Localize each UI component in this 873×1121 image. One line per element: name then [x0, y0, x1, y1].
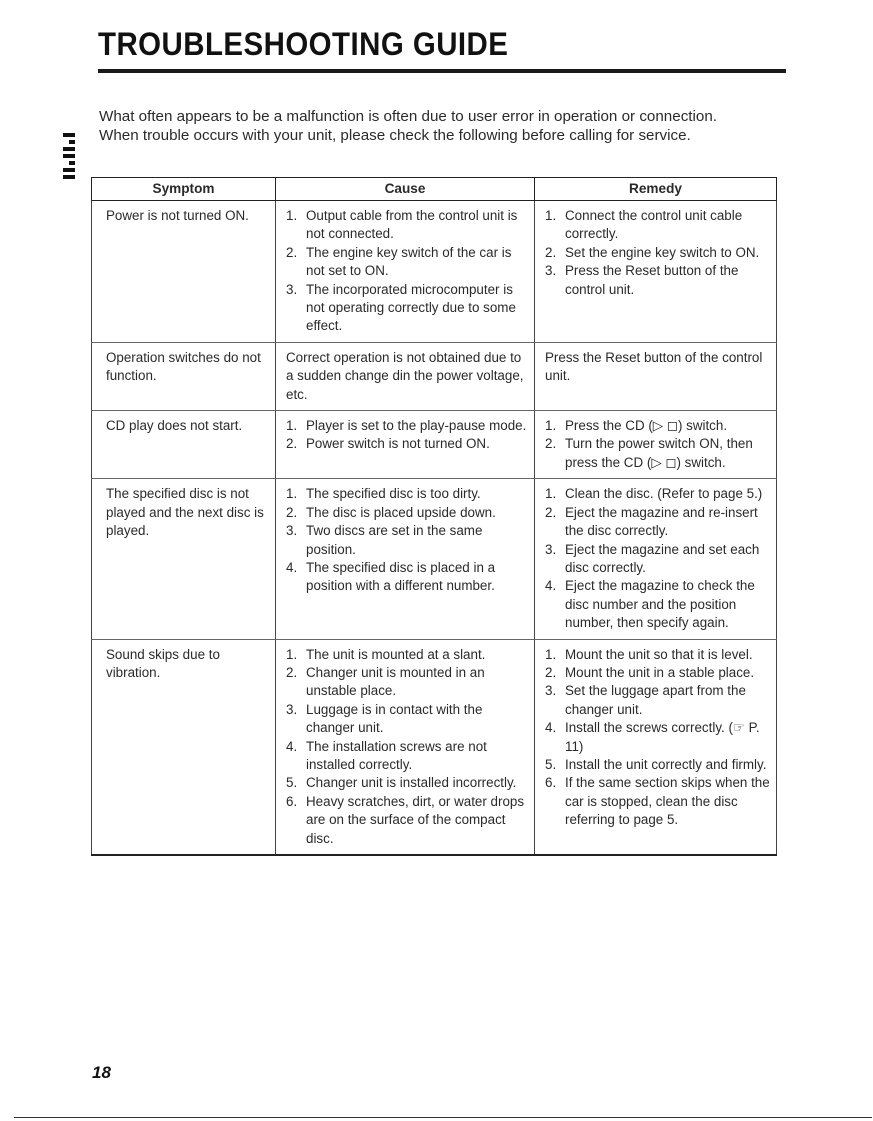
- item-text: Mount the unit in a stable place.: [565, 664, 755, 680]
- remedy-list: [545, 207, 770, 299]
- item-number: 5.: [286, 775, 298, 791]
- item-text: Mount the unit so that it is level.: [565, 646, 753, 662]
- cause-cell: [276, 411, 535, 479]
- list-item: [545, 756, 770, 774]
- list-item: [545, 504, 770, 541]
- header-symptom: Symptom: [92, 178, 276, 201]
- item-number: 3.: [286, 701, 298, 717]
- table-header-row: [92, 178, 777, 201]
- item-text: Correct operation is not obtained due to a sudden change din the power voltage, etc.: [286, 349, 524, 402]
- cause-cell: [276, 639, 535, 855]
- list-item: [545, 349, 770, 386]
- item-text: Eject the magazine to check the disc number and the position number, then specify again.: [565, 578, 755, 631]
- cause-list: [286, 417, 528, 454]
- item-text: Heavy scratches, dirt, or water drops are on the surface of the compact disc.: [306, 793, 525, 846]
- symptom-cell: Operation switches do not function.: [92, 342, 276, 410]
- list-item: [286, 207, 528, 244]
- item-text: The disc is placed upside down.: [306, 504, 496, 520]
- list-item: [545, 646, 770, 664]
- item-text: Two discs are set in the same position.: [306, 523, 483, 557]
- item-number: 4.: [286, 559, 298, 575]
- list-item: [286, 774, 528, 792]
- list-item: [286, 281, 528, 336]
- table-row: [92, 479, 777, 639]
- item-text: Output cable from the control unit is not connected.: [306, 208, 518, 242]
- list-item: [545, 664, 770, 682]
- item-number: 3.: [545, 263, 557, 279]
- cause-cell: [276, 342, 535, 410]
- item-text: The unit is mounted at a slant.: [306, 646, 486, 662]
- cause-list: [286, 207, 528, 336]
- list-item: [286, 349, 528, 404]
- remedy-list: [545, 646, 770, 830]
- item-text: Changer unit is installed incorrectly.: [306, 775, 517, 791]
- list-item: [286, 435, 528, 453]
- list-item: [545, 541, 770, 578]
- list-item: [286, 701, 528, 738]
- list-item: [545, 774, 770, 829]
- item-number: 5.: [545, 756, 557, 772]
- list-item: [545, 207, 770, 244]
- item-number: 3.: [545, 683, 557, 699]
- item-text: Connect the control unit cable correctly.: [565, 208, 743, 242]
- remedy-list: [545, 417, 770, 472]
- item-number: 6.: [545, 775, 557, 791]
- item-number: 2.: [545, 504, 557, 520]
- list-item: [286, 244, 528, 281]
- symptom-cell: Sound skips due to vibration.: [92, 639, 276, 855]
- item-text: The specified disc is too dirty.: [306, 486, 481, 502]
- list-item: [545, 485, 770, 503]
- list-item: [286, 664, 528, 701]
- bottom-rule: [14, 1117, 872, 1118]
- item-number: 1.: [286, 646, 298, 662]
- remedy-cell: [535, 411, 777, 479]
- page-title: TROUBLESHOOTING GUIDE: [98, 26, 509, 62]
- header-cause: Cause: [276, 178, 535, 201]
- item-text: Player is set to the play-pause mode.: [306, 418, 527, 434]
- item-number: 4.: [545, 578, 557, 594]
- item-text: Press the CD (▷ ◻) switch.: [565, 418, 728, 434]
- list-item: [286, 504, 528, 522]
- table-body: [92, 201, 777, 856]
- item-text: Install the unit correctly and firmly.: [565, 756, 767, 772]
- item-number: 4.: [286, 738, 298, 754]
- troubleshooting-table: [91, 177, 777, 856]
- item-text: Set the luggage apart from the changer unit.: [565, 683, 746, 717]
- item-number: 6.: [286, 793, 298, 809]
- item-text: Install the screws correctly. (☞ P. 11): [565, 720, 760, 754]
- item-text: The incorporated microcomputer is not operating correctly due to some effect.: [306, 281, 516, 334]
- item-text: Press the Reset button of the control unit.: [565, 263, 739, 297]
- item-text: If the same section skips when the car is stopped, clean the disc referring to page 5.: [565, 775, 770, 828]
- list-item: [286, 559, 528, 596]
- item-number: 1.: [545, 418, 557, 434]
- list-item: [545, 682, 770, 719]
- page-number: 18: [92, 1063, 111, 1082]
- item-number: 3.: [286, 281, 298, 297]
- cause-cell: [276, 479, 535, 639]
- list-item: [545, 417, 770, 435]
- item-text: The installation screws are not installed correctly.: [306, 738, 487, 772]
- item-number: 2.: [545, 664, 557, 680]
- item-text: Changer unit is mounted in an unstable place.: [306, 664, 485, 699]
- remedy-cell: [535, 201, 777, 343]
- cause-list: [286, 646, 528, 848]
- title-rule: [98, 69, 786, 73]
- item-text: Power switch is not turned ON.: [306, 436, 490, 452]
- item-text: Press the Reset button of the control unit.: [545, 349, 763, 384]
- item-text: Clean the disc. (Refer to page 5.): [565, 486, 763, 502]
- remedy-list: [545, 485, 770, 632]
- remedy-cell: [535, 639, 777, 855]
- table-row: [92, 342, 777, 410]
- item-text: Eject the magazine and re-insert the disc correctly.: [565, 504, 758, 539]
- item-number: 3.: [286, 523, 298, 539]
- item-text: The engine key switch of the car is not set to ON.: [306, 244, 512, 279]
- remedy-cell: [535, 479, 777, 639]
- item-number: 4.: [545, 720, 557, 736]
- cause-list: [286, 485, 528, 595]
- item-number: 2.: [286, 504, 298, 520]
- list-item: [545, 262, 770, 299]
- item-number: 2.: [286, 244, 298, 260]
- list-item: [286, 417, 528, 435]
- list-item: [545, 244, 770, 262]
- cause-list: [286, 349, 528, 404]
- table-row: [92, 639, 777, 855]
- list-item: [545, 577, 770, 632]
- symptom-cell: The specified disc is not played and the next disc is played.: [92, 479, 276, 639]
- item-number: 2.: [545, 436, 557, 452]
- cause-cell: [276, 201, 535, 343]
- symptom-cell: CD play does not start.: [92, 411, 276, 479]
- list-item: [286, 738, 528, 775]
- section-tab-marker: [63, 133, 75, 187]
- item-text: Eject the magazine and set each disc correctly.: [565, 541, 760, 575]
- item-number: 3.: [545, 541, 557, 557]
- remedy-list: [545, 349, 770, 386]
- symptom-cell: Power is not turned ON.: [92, 201, 276, 343]
- list-item: [286, 793, 528, 848]
- item-text: Turn the power switch ON, then press the CD (▷ ◻) switch.: [565, 436, 753, 470]
- item-number: 1.: [545, 486, 557, 502]
- item-number: 2.: [545, 244, 557, 260]
- remedy-cell: [535, 342, 777, 410]
- item-text: Set the engine key switch to ON.: [565, 244, 760, 260]
- item-number: 1.: [286, 418, 298, 434]
- item-number: 1.: [286, 486, 298, 502]
- intro-paragraph: What often appears to be a malfunction is often due to user error in operation or connection. When trouble occurs with your unit, please check the following before calling for service.: [99, 108, 717, 144]
- item-number: 2.: [286, 664, 298, 680]
- table-row: [92, 201, 777, 343]
- item-number: 1.: [545, 208, 557, 223]
- list-item: [286, 522, 528, 559]
- list-item: [545, 719, 770, 756]
- list-item: [286, 485, 528, 503]
- item-number: 1.: [286, 208, 298, 223]
- item-number: 2.: [286, 436, 298, 452]
- item-text: Luggage is in contact with the changer unit.: [306, 701, 483, 736]
- list-item: [286, 646, 528, 664]
- table-row: [92, 411, 777, 479]
- item-number: 1.: [545, 646, 557, 662]
- list-item: [545, 435, 770, 472]
- header-remedy: Remedy: [535, 178, 777, 201]
- item-text: The specified disc is placed in a position with a different number.: [306, 559, 496, 594]
